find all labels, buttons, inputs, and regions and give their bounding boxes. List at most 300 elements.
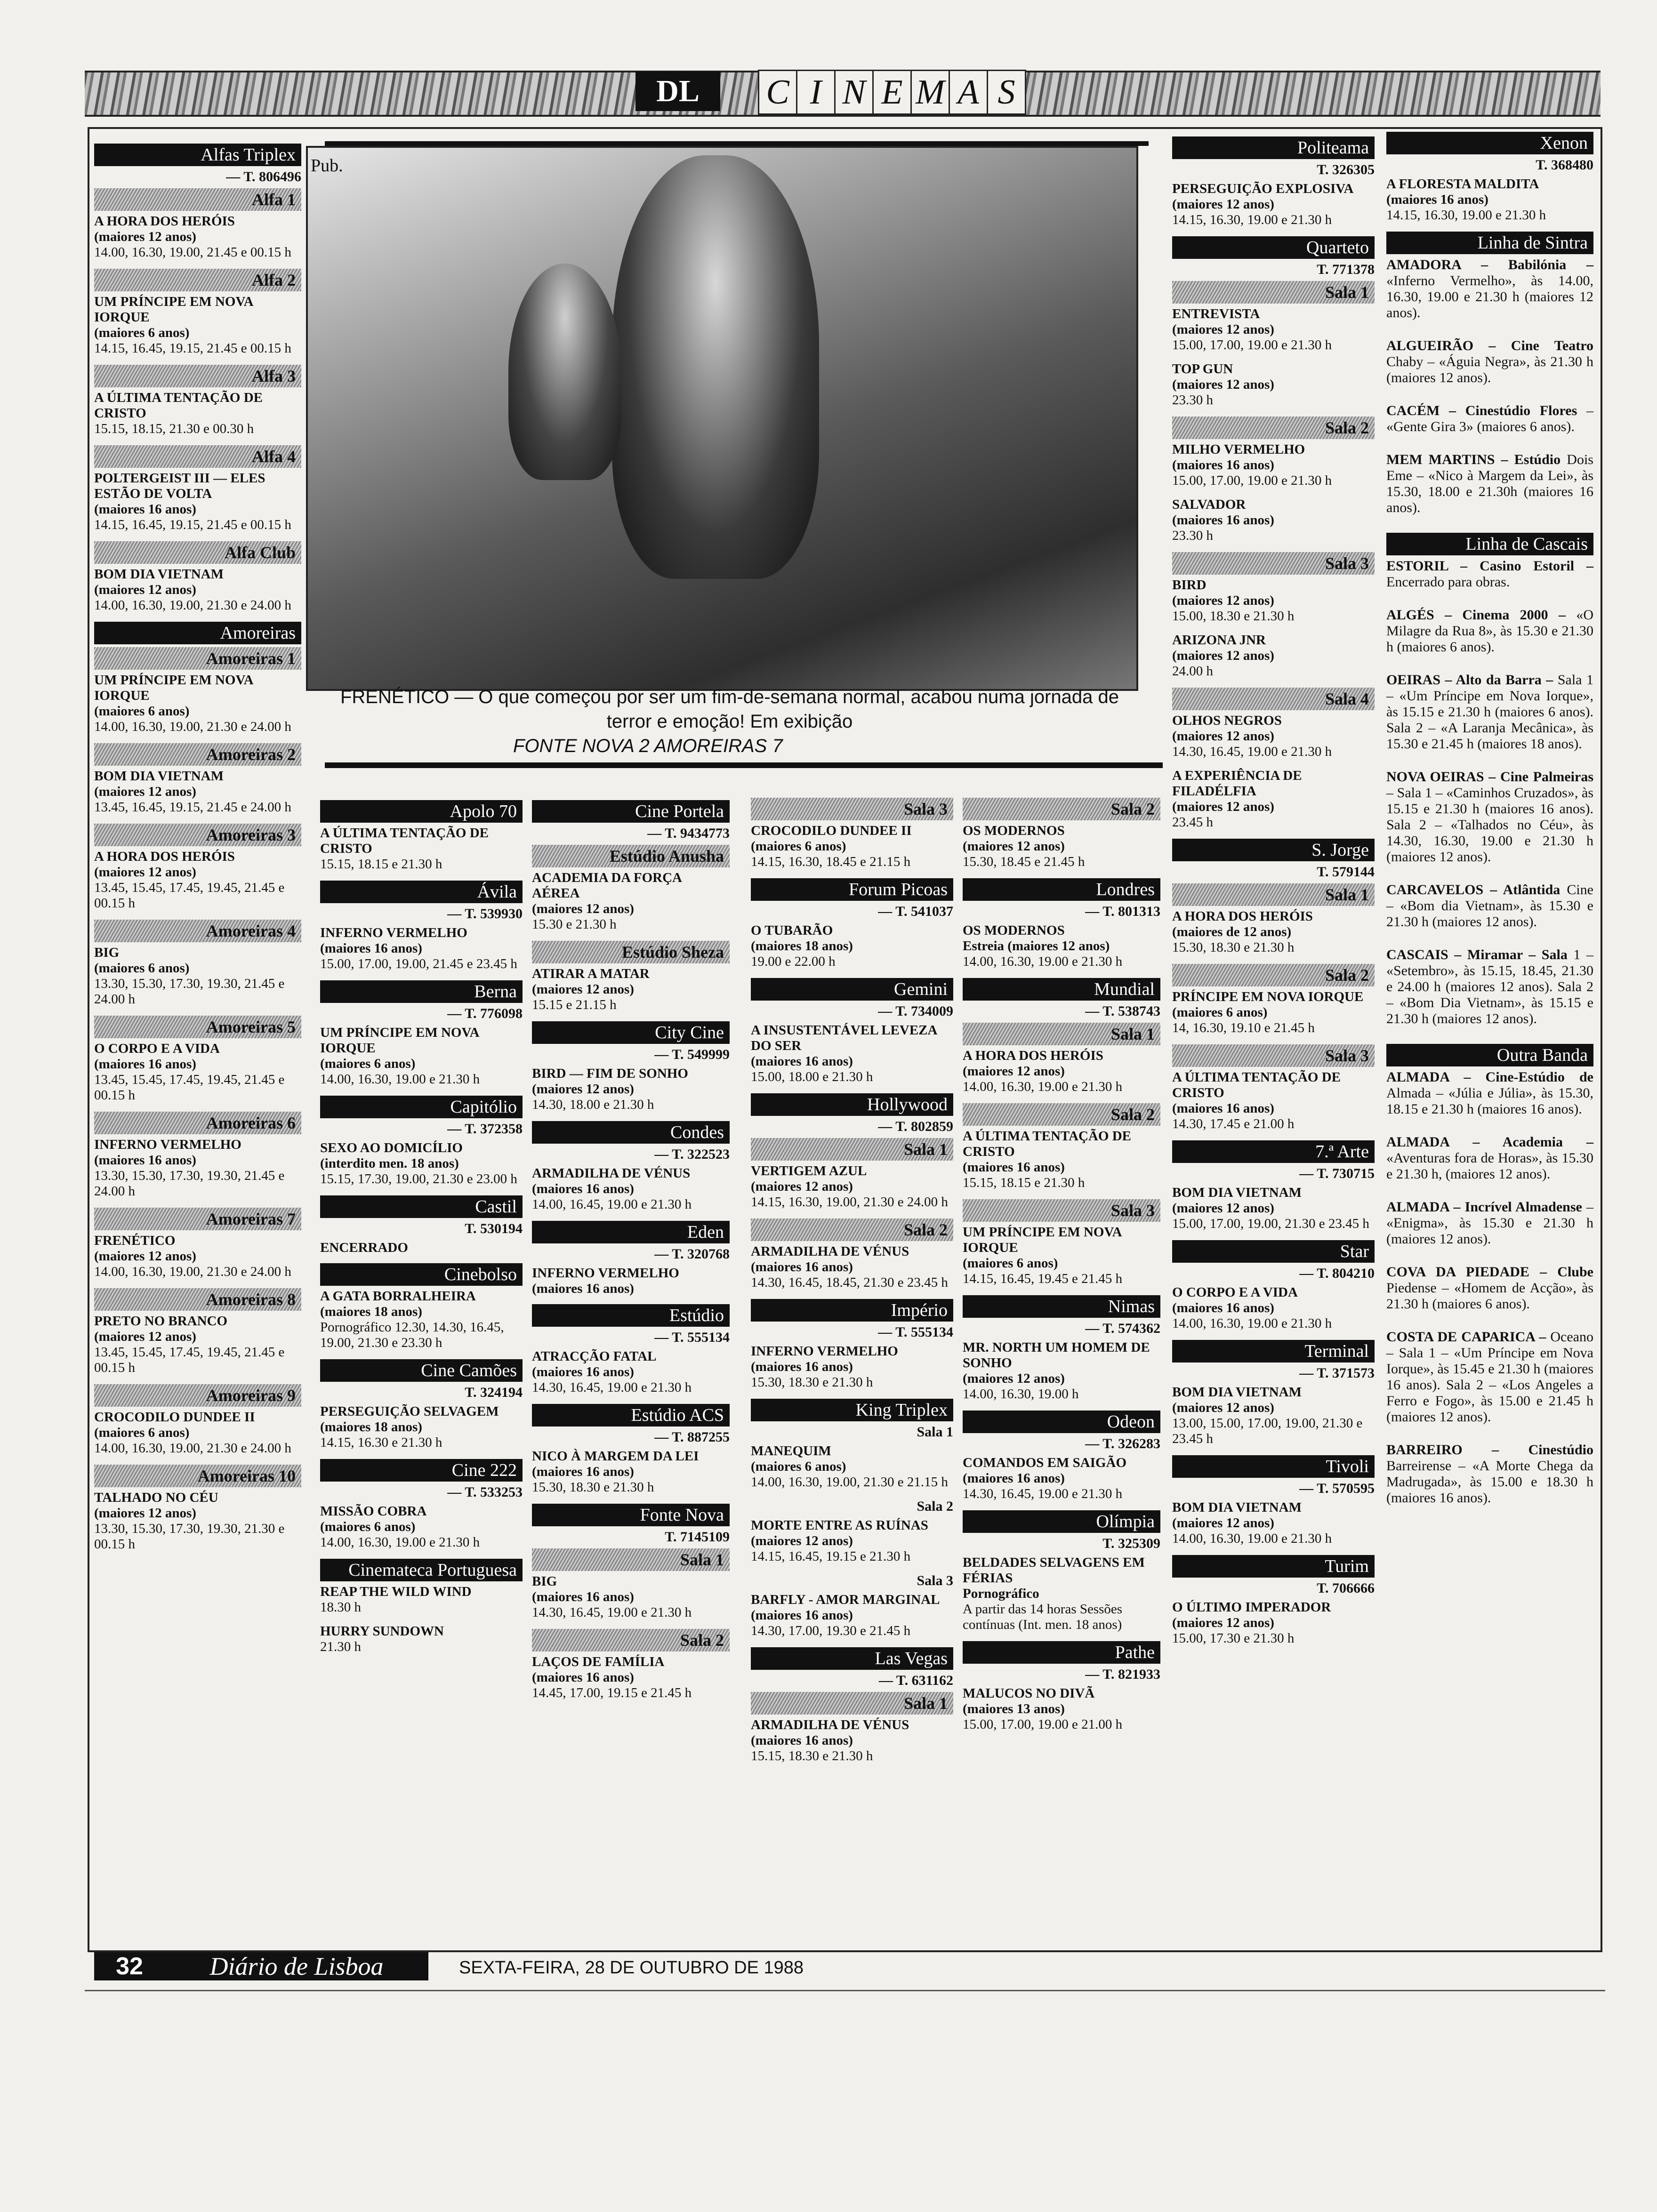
regional-listing [1386, 1329, 1593, 1425]
regional-place: OEIRAS – Alto da Barra – [1386, 672, 1553, 688]
phone-number: — T. 821933 [1085, 1667, 1160, 1682]
film-listing [1172, 989, 1375, 1036]
film-rating: (maiores 6 anos) [94, 961, 190, 976]
title-letter: C [758, 70, 797, 115]
film-listing [320, 1140, 523, 1187]
film-times: 14.15, 16.30, 18.45 e 21.15 h [751, 854, 911, 869]
regional-place: ESTORIL – Casino Estoril – [1386, 558, 1593, 574]
film-title: O CORPO E A VIDA [94, 1041, 220, 1056]
film-times: 14.00, 16.30, 19.00 h [963, 1387, 1079, 1402]
film-times: 15.00, 18.30 e 21.30 h [1172, 609, 1295, 624]
cinema-header: Londres [963, 878, 1160, 901]
cinema-header: 7.ª Arte [1172, 1140, 1375, 1163]
film-title: BIRD — FIM DE SONHO [532, 1066, 688, 1081]
film-rating: (maiores 16 anos) [751, 1259, 853, 1274]
regional-listing [1386, 882, 1593, 930]
film-listing [94, 769, 301, 815]
film-times: 14.15, 16.30, 19.00 e 21.30 h [1172, 212, 1332, 227]
film-rating: (maiores 6 anos) [94, 1425, 190, 1440]
film-rating: Estreia (maiores 12 anos) [963, 938, 1110, 954]
film-times: 13.30, 15.30, 17.30, 19.30, 21.30 e 00.15 h [94, 1521, 285, 1552]
film-title: PERSEGUIÇÃO EXPLOSIVA [1172, 181, 1354, 196]
film-rating: (maiores 16 anos) [532, 1464, 634, 1479]
film-rating: (maiores 16 anos) [94, 502, 196, 517]
film-listing [532, 966, 730, 1013]
film-title: MR. NORTH UM HOMEM DE SONHO [963, 1340, 1150, 1370]
regional-listing [1386, 1199, 1593, 1247]
film-times: 14.30, 18.00 e 21.30 h [532, 1097, 654, 1112]
phone-number: T. 7145109 [665, 1529, 730, 1545]
film-title: A HORA DOS HERÓIS [94, 214, 235, 229]
film-times: 23.30 h [1172, 393, 1213, 408]
cinema-header: Terminal [1172, 1340, 1375, 1362]
film-times: 14.00, 16.30, 19.00, 21.30 e 24.00 h [94, 1441, 291, 1456]
film-listing [320, 1289, 523, 1351]
film-title: MISSÃO COBRA [320, 1504, 427, 1519]
cinema-header: Politeama [1172, 136, 1375, 159]
film-rating: (maiores 16 anos) [1172, 513, 1274, 528]
screen-header: Sala 1 [532, 1548, 730, 1571]
listings-column-3 [532, 800, 730, 1709]
title-letter: A [949, 70, 988, 115]
film-title: PRÍNCIPE EM NOVA IORQUE [1172, 989, 1364, 1004]
regional-listing [1386, 338, 1593, 386]
film-title: A INSUSTENTÁVEL LEVEZA DO SER [751, 1023, 937, 1053]
film-listing [963, 1686, 1160, 1732]
regional-details: Oceano – Sala 1 – «Um Príncipe em Nova Iorque», às 15.45 e 21.30 h (maiores 16 anos). Sala 2 – «Los Angeles a Ferro e Fogo», às 15.00 e 21.45 h (maiores 12 anos). [1386, 1329, 1593, 1425]
film-listing [963, 1225, 1160, 1287]
film-rating: (maiores 6 anos) [751, 1459, 846, 1474]
screen-header: Sala 2 [963, 1103, 1160, 1126]
film-rating: (maiores 6 anos) [320, 1056, 416, 1071]
film-times: 13.30, 15.30, 17.30, 19.30, 21.45 e 24.00 h [94, 1168, 285, 1199]
cinema-header: Gemini [751, 978, 953, 1001]
film-title: UM PRÍNCIPE EM NOVA IORQUE [94, 673, 253, 703]
regional-details: «Aventuras fora de Horas», às 15.30 e 21.30 h, (maiores 12 anos). [1386, 1150, 1593, 1182]
film-rating: (maiores 12 anos) [1172, 648, 1274, 663]
film-listing [1172, 442, 1375, 489]
regional-listing [1386, 672, 1593, 752]
film-listing [320, 1624, 523, 1655]
film-listing [751, 1518, 953, 1564]
film-listing [963, 1455, 1160, 1502]
film-listing [963, 1048, 1160, 1095]
film-listing [1172, 1185, 1375, 1232]
film-listing [94, 1410, 301, 1456]
screen-header: Sala 1 [1172, 883, 1375, 906]
phone-number: — T. 804210 [1299, 1266, 1375, 1281]
film-listing [751, 1244, 953, 1290]
film-title: MILHO VERMELHO [1172, 442, 1305, 457]
film-rating: (maiores 16 anos) [751, 1054, 853, 1069]
film-rating: (maiores 12 anos) [1172, 593, 1274, 608]
film-times: 14.00, 16.30, 19.00, 21.45 e 00.15 h [94, 245, 291, 260]
film-rating: (maiores 12 anos) [94, 865, 196, 880]
phone-number: T. 579144 [1317, 864, 1375, 880]
film-title: O CORPO E A VIDA [1172, 1285, 1298, 1300]
film-listing [1172, 361, 1375, 408]
regional-details: Almada – «Júlia e Júlia», às 15.30, 18.15 e 21.30 h (maiores 16 anos). [1386, 1085, 1593, 1117]
cinema-header: Pathe [963, 1641, 1160, 1664]
regional-details: – «Enigma», às 15.30 e 21.30 h (maiores 12 anos). [1386, 1199, 1593, 1247]
cinema-header: King Triplex [751, 1399, 953, 1421]
screen-header: Amoreiras 7 [94, 1208, 301, 1230]
film-rating: (maiores 12 anos) [1172, 1201, 1274, 1216]
film-times: 14.30, 16.45, 19.00 e 21.30 h [963, 1486, 1123, 1501]
listings-column-5 [963, 798, 1160, 1741]
cinema-header: Amoreiras [94, 622, 301, 644]
screen-header: Sala 2 [532, 1629, 730, 1651]
film-title: BOM DIA VIETNAM [1172, 1385, 1302, 1400]
film-listing [94, 1041, 301, 1103]
film-title: HURRY SUNDOWN [320, 1624, 444, 1639]
film-listing [751, 1443, 953, 1490]
film-rating: (maiores 12 anos) [94, 582, 196, 597]
film-listing [963, 1340, 1160, 1402]
regional-listing [1386, 452, 1593, 516]
film-title: UM PRÍNCIPE EM NOVA IORQUE [320, 1025, 479, 1056]
film-rating: (maiores 16 anos) [1172, 1101, 1274, 1116]
film-listing [1172, 713, 1375, 760]
film-rating: (maiores 16 anos) [320, 941, 422, 956]
screen-header: Sala 3 [1172, 1044, 1375, 1067]
film-title: CROCODILO DUNDEE II [751, 823, 912, 838]
cinema-header: Linha de Cascais [1386, 533, 1593, 555]
regional-listing [1386, 947, 1593, 1027]
film-times: 15.15, 18.30 e 21.30 h [751, 1748, 873, 1763]
film-listing [94, 390, 301, 437]
film-times: 21.30 h [320, 1639, 361, 1654]
cinema-header: Las Vegas [751, 1647, 953, 1670]
film-listing [320, 925, 523, 972]
film-times: 15.30, 18.45 e 21.45 h [963, 854, 1085, 869]
screen-label: Sala 3 [917, 1573, 953, 1588]
regional-listing [1386, 257, 1593, 321]
cinema-header: Outra Banda [1386, 1044, 1593, 1066]
cinema-header: Império [751, 1299, 953, 1322]
film-title: ATIRAR A MATAR [532, 966, 650, 981]
film-listing [320, 1504, 523, 1550]
film-times: 14.00, 16.30, 19.00 e 21.30 h [963, 954, 1123, 969]
film-title: ARMADILHA DE VÉNUS [751, 1244, 909, 1259]
title-letter: E [872, 70, 912, 115]
film-times: 14.00, 16.30, 19.00 e 21.30 h [1172, 1316, 1332, 1331]
cinema-header: Star [1172, 1240, 1375, 1263]
film-times: 15.00, 17.00, 19.00 e 21.00 h [963, 1717, 1123, 1732]
film-rating: (maiores 12 anos) [1172, 377, 1274, 392]
film-times: 14.00, 16.30, 19.00 e 21.30 h [1172, 1531, 1332, 1546]
screen-header: Sala 2 [963, 798, 1160, 820]
screen-header: Sala 3 [751, 798, 953, 820]
film-title: MORTE ENTRE AS RUÍNAS [751, 1518, 928, 1533]
film-listing [94, 1233, 301, 1280]
film-times: 23.45 h [1172, 815, 1213, 830]
cinema-header: Forum Picoas [751, 878, 953, 901]
film-times: 13.45, 15.45, 17.45, 19.45, 21.45 e 00.15 h [94, 1072, 285, 1103]
cinema-header: Condes [532, 1121, 730, 1144]
page-number: 32 [94, 1952, 165, 1980]
listings-column-7 [1386, 132, 1593, 1523]
phone-number: — T. 539930 [447, 906, 523, 922]
film-title: MANEQUIM [751, 1443, 831, 1459]
regional-place: MEM MARTINS – Estúdio [1386, 452, 1561, 467]
film-times: 15.00, 17.00, 19.00, 21.30 e 23.45 h [1172, 1216, 1369, 1231]
film-rating: (maiores 12 anos) [963, 839, 1065, 854]
regional-place: ALGÉS – Cinema 2000 – [1386, 607, 1566, 623]
film-title: UM PRÍNCIPE EM NOVA IORQUE [94, 294, 253, 325]
film-title: BARFLY - AMOR MARGINAL [751, 1592, 940, 1607]
film-rating: (maiores 16 anos) [1172, 1300, 1274, 1315]
film-times: 15.00, 17.00, 19.00 e 21.30 h [1172, 473, 1332, 488]
cinema-header: Cinebolso [320, 1263, 523, 1286]
cinema-header: Estúdio ACS [532, 1404, 730, 1427]
phone-number: — T. 801313 [1085, 904, 1160, 919]
regional-place: ALMADA – Cine-Estúdio de [1386, 1069, 1593, 1085]
caption-sources: FONTE NOVA 2 AMOREIRAS 7 [513, 736, 783, 756]
issue-date: SEXTA-FEIRA, 28 DE OUTUBRO DE 1988 [459, 1958, 804, 1978]
cinema-header: Olímpia [963, 1510, 1160, 1533]
film-times: 14.30, 16.45, 19.00 e 21.30 h [532, 1380, 692, 1395]
regional-details: Cine – «Bom dia Vietnam», às 15.30 e 21.30 h (maiores 12 anos). [1386, 882, 1593, 930]
film-rating: (maiores 16 anos) [532, 1589, 634, 1604]
phone-number: — T. 320768 [654, 1246, 730, 1262]
film-title: INFERNO VERMELHO [94, 1137, 241, 1152]
cinema-header: Nimas [963, 1295, 1160, 1318]
regional-place: CACÉM – Cinestúdio Flores [1386, 403, 1577, 418]
film-rating: (maiores 6 anos) [963, 1256, 1058, 1271]
film-listing [963, 1555, 1160, 1633]
cinema-header: Eden [532, 1221, 730, 1243]
film-rating: (maiores 12 anos) [94, 1506, 196, 1521]
film-times: 14.15, 16.30, 19.00 e 21.30 h [1386, 208, 1546, 223]
phone-number: T. 324194 [465, 1385, 523, 1400]
phone-number: — T. 322523 [654, 1146, 730, 1162]
film-times: 14.00, 16.30, 19.00, 21.30 e 24.00 h [94, 1264, 291, 1279]
screen-header: Amoreiras 1 [94, 647, 301, 670]
film-rating: (maiores 12 anos) [1172, 799, 1274, 814]
regional-listing [1386, 1264, 1593, 1312]
film-rating: (maiores 12 anos) [751, 1533, 853, 1548]
film-title: NICO À MARGEM DA LEI [532, 1449, 699, 1464]
film-times: 14.30, 17.00, 19.30 e 21.45 h [751, 1623, 911, 1638]
screen-header: Amoreiras 10 [94, 1465, 301, 1487]
cinema-header: Ávila [320, 881, 523, 903]
film-listing [1386, 176, 1593, 223]
film-listing [1172, 577, 1375, 624]
screen-header: Amoreiras 9 [94, 1384, 301, 1407]
phone-number: — T. 570595 [1299, 1481, 1375, 1496]
film-title: BOM DIA VIETNAM [1172, 1500, 1302, 1515]
screen-header: Sala 1 [1172, 281, 1375, 304]
screen-label: Sala 2 [917, 1499, 953, 1514]
regional-place: AMADORA – Babilónia – [1386, 257, 1593, 272]
cinema-header: Cine Camões [320, 1359, 523, 1382]
film-rating: (maiores 16 anos) [532, 1364, 634, 1379]
cinema-header: Hollywood [751, 1093, 953, 1116]
film-listing [94, 294, 301, 356]
screen-header: Estúdio Anusha [532, 845, 730, 867]
film-rating: (maiores 12 anos) [963, 1371, 1065, 1386]
film-title: A ÚLTIMA TENTAÇÃO DE CRISTO [963, 1129, 1132, 1159]
film-times: 19.00 e 22.00 h [751, 954, 836, 969]
film-times: 14.00, 16.30, 19.00, 21.30 e 24.00 h [94, 719, 291, 734]
cinema-header: Tivoli [1172, 1455, 1375, 1478]
regional-listing [1386, 769, 1593, 865]
film-times: 15.15, 18.15, 21.30 e 00.30 h [94, 421, 254, 436]
cinema-header: Quarteto [1172, 236, 1375, 259]
film-rating: (maiores 16 anos) [963, 1160, 1065, 1175]
film-times: 14.15, 16.45, 19.45 e 21.45 h [963, 1271, 1123, 1286]
film-listing [1172, 1600, 1375, 1646]
film-times: 14.15, 16.45, 19.15, 21.45 e 00.15 h [94, 341, 291, 356]
regional-place: ALMADA – Academia – [1386, 1134, 1593, 1150]
film-listing [94, 471, 301, 533]
film-title: ATRACÇÃO FATAL [532, 1349, 657, 1364]
film-title: O ÚLTIMO IMPERADOR [1172, 1600, 1331, 1615]
film-times: 14.15, 16.45, 19.15 e 21.30 h [751, 1549, 911, 1564]
film-listing [94, 849, 301, 911]
film-listing [532, 1654, 730, 1701]
regional-place: ALMADA – Incrível Almadense [1386, 1199, 1582, 1215]
film-rating: (maiores 16 anos) [532, 1670, 634, 1685]
film-rating: (maiores 16 anos) [1172, 457, 1274, 473]
film-listing [751, 1592, 953, 1639]
screen-header: Sala 2 [1172, 417, 1375, 439]
cinema-header: Berna [320, 980, 523, 1003]
film-listing [94, 673, 301, 735]
cinema-header: Castil [320, 1195, 523, 1218]
listings-column-2 [320, 800, 523, 1663]
cinema-header: Fonte Nova [532, 1504, 730, 1526]
film-rating: (maiores 18 anos) [320, 1304, 422, 1319]
film-title: PRETO NO BRANCO [94, 1314, 228, 1329]
film-times: 15.00, 18.00 e 21.30 h [751, 1069, 873, 1084]
phone-number: T. 706666 [1317, 1580, 1375, 1596]
photo-figure-man [508, 264, 621, 480]
film-title: ENCERRADO [320, 1240, 408, 1255]
film-title: INFERNO VERMELHO [532, 1266, 679, 1281]
regional-details: Dois Eme – «Nico à Margem da Lei», às 15.30, 18.00 e 21.30h (maiores 16 anos). [1386, 452, 1593, 515]
film-times: 15.30, 18.30 e 21.30 h [1172, 940, 1295, 955]
film-listing [751, 1717, 953, 1764]
phone-number: T. 530194 [465, 1221, 523, 1236]
film-rating: (maiores 12 anos) [94, 784, 196, 799]
footer-rule [85, 1990, 1605, 1991]
screen-header: Sala 3 [1172, 552, 1375, 575]
film-times: 14.00, 16.30, 19.00 e 21.30 h [320, 1535, 480, 1550]
film-times: 14.00, 16.30, 19.00, 21.30 e 21.15 h [751, 1475, 948, 1490]
section-title [758, 70, 1025, 114]
phone-number: — T. 549999 [654, 1047, 730, 1062]
film-times: 13.45, 15.45, 17.45, 19.45, 21.45 e 00.15 h [94, 880, 285, 911]
regional-details: Encerrado para obras. [1386, 574, 1510, 590]
film-listing [963, 823, 1160, 870]
film-title: A EXPERIÊNCIA DE FILADÉLFIA [1172, 768, 1302, 799]
film-title: ENTREVISTA [1172, 306, 1260, 321]
cinema-header: Cine Portela [532, 800, 730, 823]
phone-number: — T. 734009 [878, 1003, 953, 1019]
film-times: 14.30, 17.45 e 21.00 h [1172, 1116, 1295, 1131]
screen-header: Sala 3 [963, 1199, 1160, 1222]
film-title: A HORA DOS HERÓIS [94, 849, 235, 864]
title-letter: I [796, 70, 836, 115]
film-times: 15.30, 18.30 e 21.30 h [532, 1480, 654, 1495]
newspaper-logo: DL [635, 72, 720, 111]
film-title: BOM DIA VIETNAM [94, 769, 224, 784]
film-listing [532, 1066, 730, 1113]
film-rating: (maiores 16 anos) [94, 1153, 196, 1168]
film-times: 14.30, 16.45, 19.00 e 21.30 h [532, 1605, 692, 1620]
film-title: TOP GUN [1172, 361, 1233, 377]
title-letter: S [987, 70, 1026, 115]
film-rating: (maiores 16 anos) [751, 1359, 853, 1374]
regional-listing [1386, 607, 1593, 655]
film-title: SALVADOR [1172, 497, 1246, 512]
film-rating: (maiores 13 anos) [963, 1701, 1065, 1716]
phone-number: — T. 730715 [1299, 1166, 1375, 1181]
film-listing [532, 1574, 730, 1620]
film-listing [1172, 497, 1375, 544]
phone-number: — T. 555134 [654, 1330, 730, 1345]
film-times: 14.00, 16.30, 19.00 e 21.30 h [963, 1079, 1123, 1094]
screen-header: Alfa 3 [94, 365, 301, 387]
film-title: A GATA BORRALHEIRA [320, 1289, 476, 1304]
phone-number: — T. 538743 [1085, 1003, 1160, 1019]
film-times: Pornográfico 12.30, 14.30, 16.45, 19.00, 21.30 e 23.30 h [320, 1320, 504, 1350]
cinema-header: Linha de Sintra [1386, 232, 1593, 254]
screen-header: Alfa 1 [94, 188, 301, 211]
title-letter: M [910, 70, 950, 115]
film-listing [963, 923, 1160, 970]
film-rating: (maiores 12 anos) [1172, 197, 1274, 212]
film-rating: (maiores de 12 anos) [1172, 924, 1292, 939]
film-times: 23.30 h [1172, 528, 1213, 543]
film-listing [320, 1584, 523, 1615]
film-rating: (maiores 12 anos) [1172, 1615, 1274, 1630]
film-rating: (maiores 16 anos) [1386, 192, 1488, 207]
screen-header: Alfa 2 [94, 269, 301, 291]
film-title: BIG [532, 1574, 557, 1589]
film-listing [532, 1349, 730, 1395]
film-title: TALHADO NO CÉU [94, 1490, 218, 1505]
film-title: A HORA DOS HERÓIS [963, 1048, 1103, 1063]
listings-column-4 [751, 798, 953, 1772]
regional-details: Sala 1 – «Um Príncipe em Nova Iorque», às 15.15 e 21.30 h (maiores 6 anos). Sala 2 – «A Laranja Mecânica», às 15.30 e 21.45 h (maiores 18 anos). [1386, 672, 1593, 752]
film-times: 13.30, 15.30, 17.30, 19.30, 21.45 e 24.00 h [94, 976, 285, 1007]
film-times: 15.30 e 21.30 h [532, 917, 617, 932]
cinema-header: Cine 222 [320, 1459, 523, 1482]
regional-place: CARCAVELOS – Atlântida [1386, 882, 1560, 898]
film-title: ARMADILHA DE VÉNUS [532, 1166, 691, 1181]
film-listing [320, 1404, 523, 1451]
film-times: 24.00 h [1172, 664, 1213, 679]
regional-details: – «Gente Gira 3» (maiores 6 anos). [1386, 403, 1593, 434]
film-listing [320, 1025, 523, 1087]
cinema-header: Odeon [963, 1411, 1160, 1433]
divider-rule [325, 762, 1163, 768]
regional-place: NOVA OEIRAS – Cine Palmeiras [1386, 769, 1593, 785]
film-times: 13.00, 15.00, 17.00, 19.00, 21.30 e 23.45 h [1172, 1416, 1363, 1446]
film-listing [1172, 181, 1375, 228]
film-title: OLHOS NEGROS [1172, 713, 1282, 728]
film-times: 14.30, 16.45, 18.45, 21.30 e 23.45 h [751, 1275, 948, 1290]
photo-figure-woman [612, 155, 819, 579]
film-rating: (maiores 16 anos) [532, 1181, 634, 1196]
film-listing [751, 923, 953, 970]
film-rating: (maiores 6 anos) [94, 325, 190, 340]
regional-listing [1386, 403, 1593, 435]
regional-place: ALGUEIRÃO – Cine Teatro [1386, 338, 1593, 353]
